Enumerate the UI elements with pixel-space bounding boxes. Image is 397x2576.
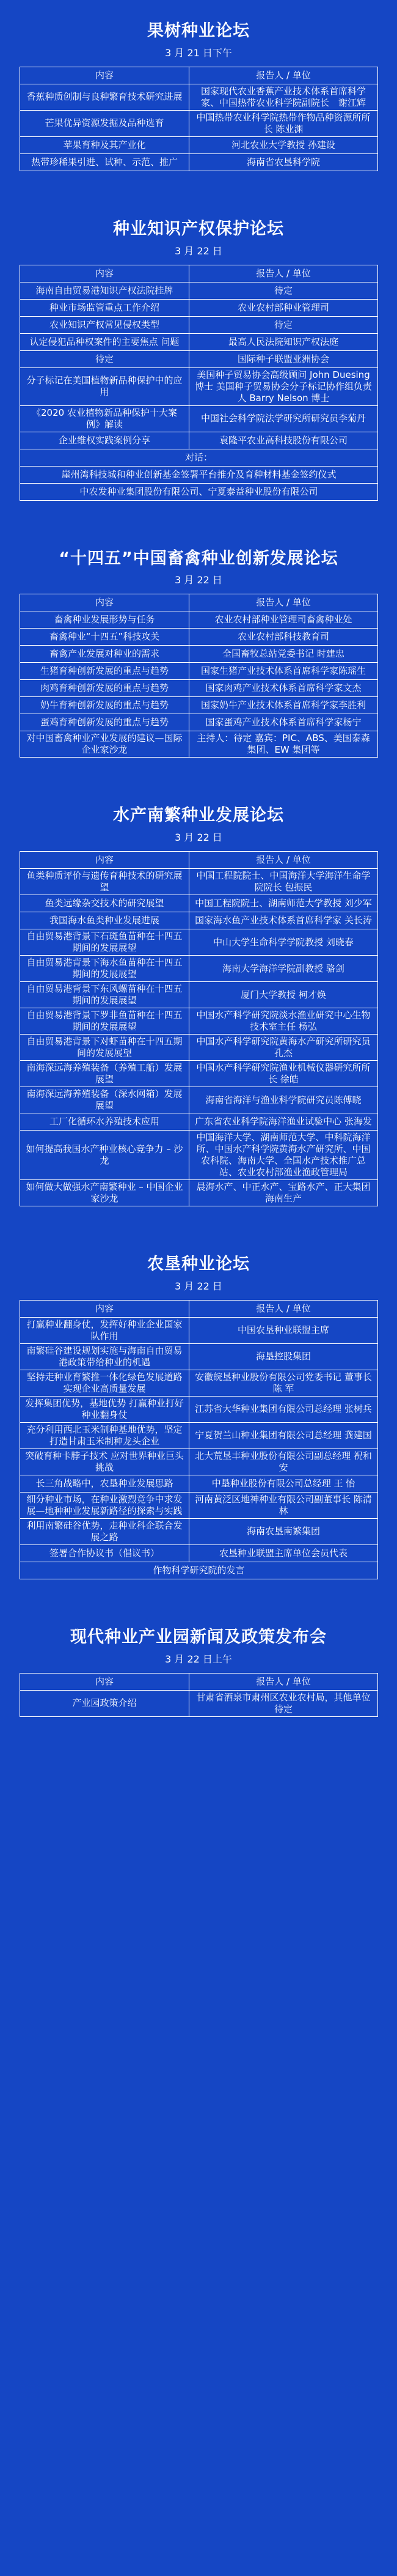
table-row: [20, 629, 378, 646]
table-row: [20, 1690, 378, 1716]
content-cell: 畜禽种业发展形势与任务: [20, 611, 189, 629]
content-cell: 香蕉种质创制与良种繁育技术研究进展: [20, 84, 189, 110]
content-cell: 自由贸易港背景下东风螺苗种在十四五期间的发展展望: [20, 982, 189, 1008]
agenda-table: [20, 67, 378, 171]
forum-title: 种业知识产权保护论坛: [113, 219, 284, 238]
table-row: [20, 1475, 378, 1492]
header-speaker: 报告人 / 单位: [189, 1673, 378, 1690]
table-row: [20, 1035, 378, 1061]
table-row: [20, 299, 378, 316]
table-row: [20, 663, 378, 680]
forum-title: 果树种业论坛: [147, 21, 250, 40]
content-cell: 充分利用西北玉米制种基地优势，坚定打造甘肃玉米制种龙头企业: [20, 1422, 189, 1449]
table-header-row: [20, 67, 378, 84]
speaker-cell: 中国水产科学研究院黄海水产研究所研究员 孔杰: [189, 1035, 378, 1061]
table-row: [20, 611, 378, 629]
speaker-cell: 中国水产科学研究院渔业机械仪器研究所所长 徐皓: [189, 1061, 378, 1087]
content-cell: 畜禽种业“十四五”科技攻关: [20, 629, 189, 646]
content-cell: 南海深远海养殖装备（深水网箱）发展展望: [20, 1087, 189, 1113]
agenda-table: [20, 1300, 378, 1579]
speaker-cell: 待定: [189, 316, 378, 333]
content-cell: 畜禽产业发展对种业的需求: [20, 646, 189, 663]
content-cell: 认定侵犯品种权案件的主要焦点 问题: [20, 333, 189, 350]
content-cell: 签署合作协议书（倡议书）: [20, 1544, 189, 1562]
speaker-cell: 河南黄泛区地神种业有限公司副董事长 陈清林: [189, 1492, 378, 1518]
table-row: [20, 1180, 378, 1206]
table-row: [20, 929, 378, 956]
table-row: [20, 1449, 378, 1475]
speaker-cell: 最高人民法院知识产权法庭: [189, 333, 378, 350]
speaker-cell: 中国热带农业科学院热带作物品种资源所所长 陈业渊: [189, 110, 378, 136]
table-row: [20, 1008, 378, 1035]
table-header-row: [20, 265, 378, 282]
agenda-table: [20, 851, 378, 1206]
table-row: [20, 483, 378, 500]
speaker-cell: 中国社会科学院法学研究所研究员李菊丹: [189, 405, 378, 432]
forum-section: [20, 548, 377, 758]
table-row: [20, 646, 378, 663]
content-cell: 我国海水鱼类种业发展进展: [20, 912, 189, 929]
table-row: [20, 1370, 378, 1396]
content-cell: 打赢种业翻身仗，发挥好种业企业国家队作用: [20, 1317, 189, 1343]
table-row: [20, 956, 378, 982]
header-speaker: 报告人 / 单位: [189, 67, 378, 84]
header-content: 内容: [20, 1300, 189, 1317]
content-cell: 南海深远海养殖装备（养殖工船）发展展望: [20, 1061, 189, 1087]
content-cell: 苹果育种及其产业化: [20, 136, 189, 153]
speaker-cell: 广东省农业科学院海洋渔业试验中心 张海发: [189, 1113, 378, 1131]
content-cell: 细分种业市场，在种业激烈竞争中求发展—地种种业发展新路径的探索与实践: [20, 1492, 189, 1518]
table-row: [20, 680, 378, 697]
forum-section: [20, 21, 377, 171]
table-row: [20, 367, 378, 405]
speaker-cell: 待定: [189, 282, 378, 299]
speaker-cell: 海南农垦南繁集团: [189, 1518, 378, 1544]
table-row: [20, 1343, 378, 1370]
table-row: [20, 153, 378, 171]
table-row: [20, 1396, 378, 1422]
speaker-cell: 农业农村部种业管理司: [189, 299, 378, 316]
forum-date: 3 月 22 日: [175, 832, 222, 843]
table-header-row: [20, 1300, 378, 1317]
speaker-cell: 中垦种业股份有限公司总经理 王 怡: [189, 1475, 378, 1492]
speaker-cell: 国家现代农业香蕉产业技术体系首席科学家、中国热带农业科学院副院长 谢江辉: [189, 84, 378, 110]
forum-section: [20, 805, 377, 1206]
speaker-cell: 宁夏贺兰山种业集团有限公司总经理 龚建国: [189, 1422, 378, 1449]
header-content: 内容: [20, 1673, 189, 1690]
speaker-cell: 中山大学生命科学学院教授 刘晓春: [189, 929, 378, 956]
speaker-cell: 中国水产科学研究院淡水渔业研究中心生物技术室主任 杨弘: [189, 1008, 378, 1035]
speaker-cell: 安徽皖垦种业股份有限公司党委书记 董事长 陈 军: [189, 1370, 378, 1396]
content-cell: 南繁硅谷建设规划实施与海南自由贸易港政策带给种业的机遇: [20, 1343, 189, 1370]
content-cell: 分子标记在美国植物新品种保护中的应用: [20, 367, 189, 405]
forum-title: 现代种业产业园新闻及政策发布会: [70, 1627, 327, 1647]
speaker-cell: 国家奶牛产业技术体系首席科学家李胜利: [189, 697, 378, 714]
content-cell: 长三角战略中，农垦种业发展思路: [20, 1475, 189, 1492]
content-cell: 如何做大做强水产南繁种业 – 中国企业家沙龙: [20, 1180, 189, 1206]
content-cell: 企业维权实践案例分享: [20, 432, 189, 449]
header-content: 内容: [20, 265, 189, 282]
merged-cell: 对话：: [20, 449, 378, 466]
forum-section: [20, 1627, 377, 1717]
speaker-cell: 甘肃省酒泉市肃州区农业农村局，其他单位待定: [189, 1690, 378, 1716]
table-row: [20, 1562, 378, 1579]
speaker-cell: 农垦种业联盟主席单位会员代表: [189, 1544, 378, 1562]
content-cell: 生猪育种创新发展的重点与趋势: [20, 663, 189, 680]
header-content: 内容: [20, 67, 189, 84]
content-cell: 农业知识产权常见侵权类型: [20, 316, 189, 333]
speaker-cell: 国家肉鸡产业技术体系首席科学家文杰: [189, 680, 378, 697]
speaker-cell: 美国种子贸易协会高级顾问 John Duesing 博士 美国种子贸易协会分子标记协作组负责人 Barry Nelson 博士: [189, 367, 378, 405]
speaker-cell: 晨海水产、中正水产、宝路水产、正大集团海南生产: [189, 1180, 378, 1206]
table-row: [20, 731, 378, 758]
table-row: [20, 432, 378, 449]
table-row: [20, 405, 378, 432]
table-row: [20, 333, 378, 350]
table-row: [20, 895, 378, 912]
speaker-cell: 国家生猪产业技术体系首席科学家陈瑶生: [189, 663, 378, 680]
table-row: [20, 1492, 378, 1518]
speaker-cell: 农业农村部种业管理司畜禽种业处: [189, 611, 378, 629]
table-row: [20, 869, 378, 895]
forum-title: 水产南繁种业发展论坛: [113, 806, 284, 825]
forum-date: 3 月 21 日下午: [165, 46, 232, 59]
merged-cell: 中农发种业集团股份有限公司、宁夏泰益种业股份有限公司: [20, 483, 378, 500]
merged-cell: 崖州湾科技城和种业创新基金签署平台推介及育种材料基金签约仪式: [20, 466, 378, 483]
header-speaker: 报告人 / 单位: [189, 594, 378, 611]
table-row: [20, 282, 378, 299]
forum-section: [20, 1254, 377, 1579]
content-cell: 自由贸易港背景下罗非鱼苗种在十四五期间的发展展望: [20, 1008, 189, 1035]
table-row: [20, 350, 378, 367]
speaker-cell: 中国工程院院士、中国海洋大学海洋生命学院院长 包振民: [189, 869, 378, 895]
table-header-row: [20, 1673, 378, 1690]
table-row: [20, 1131, 378, 1180]
content-cell: 蛋鸡育种创新发展的重点与趋势: [20, 714, 189, 731]
table-row: [20, 449, 378, 466]
speaker-cell: 海南省海洋与渔业科学院研究员陈傅晓: [189, 1087, 378, 1113]
table-row: [20, 912, 378, 929]
table-row: [20, 110, 378, 136]
content-cell: 如何提高我国水产种业核心竞争力 – 沙龙: [20, 1131, 189, 1180]
content-cell: 鱼类种质评价与遗传育种技术的研究展望: [20, 869, 189, 895]
merged-cell: 作物科学研究院的发言: [20, 1562, 378, 1579]
forum-date: 3 月 22 日: [175, 245, 222, 257]
table-row: [20, 982, 378, 1008]
table-row: [20, 1518, 378, 1544]
content-cell: 坚持走种业育繁推一体化绿色发展道路 实现企业高质量发展: [20, 1370, 189, 1396]
table-row: [20, 697, 378, 714]
content-cell: 突破育种卡脖子技术 应对世界种业巨头挑战: [20, 1449, 189, 1475]
content-cell: 对中国畜禽种业产业发展的建议—国际企业家沙龙: [20, 731, 189, 758]
table-header-row: [20, 594, 378, 611]
table-row: [20, 1087, 378, 1113]
speaker-cell: 国家蛋鸡产业技术体系首席科学家杨宁: [189, 714, 378, 731]
table-row: [20, 84, 378, 110]
content-cell: 肉鸡育种创新发展的重点与趋势: [20, 680, 189, 697]
content-cell: 《2020 农业植物新品种保护十大案例》解读: [20, 405, 189, 432]
speaker-cell: 海南省农垦科学院: [189, 153, 378, 171]
content-cell: 产业园政策介绍: [20, 1690, 189, 1716]
speaker-cell: 国家海水鱼产业技术体系首席科学家 关长涛: [189, 912, 378, 929]
forum-section: [20, 219, 377, 501]
content-cell: 工厂化循环水养殖技术应用: [20, 1113, 189, 1131]
speaker-cell: 海南大学海洋学院副教授 骆剑: [189, 956, 378, 982]
table-row: [20, 1544, 378, 1562]
table-row: [20, 1317, 378, 1343]
content-cell: 鱼类远缘杂交技术的研究展望: [20, 895, 189, 912]
table-row: [20, 136, 378, 153]
speaker-cell: 中国海洋大学、湖南师范大学、中科院海洋所、中国水产科学院黄海水产研究所、中国农科院、海南大学、全国水产技术推广总站、农业农村部渔业渔政管理局: [189, 1131, 378, 1180]
forum-date: 3 月 22 日上午: [165, 1653, 232, 1665]
content-cell: 利用南繁硅谷优势，走种业科企联合发展之路: [20, 1518, 189, 1544]
header-speaker: 报告人 / 单位: [189, 1300, 378, 1317]
content-cell: 种业市场监管重点工作介绍: [20, 299, 189, 316]
forum-date: 3 月 22 日: [175, 1280, 222, 1292]
speaker-cell: 河北农业大学教授 孙建设: [189, 136, 378, 153]
speaker-cell: 主持人：待定 嘉宾：PIC、ABS、美国泰森集团、EW 集团等: [189, 731, 378, 758]
table-row: [20, 714, 378, 731]
content-cell: 芒果优异资源发掘及品种选育: [20, 110, 189, 136]
table-row: [20, 316, 378, 333]
header-content: 内容: [20, 594, 189, 611]
content-cell: 发挥集团优势，基地优势 打赢种业打好种业翻身仗: [20, 1396, 189, 1422]
agenda-table: [20, 594, 378, 758]
content-cell: 热带珍稀果引进、试种、示范、推广: [20, 153, 189, 171]
content-cell: 自由贸易港背景下对虾苗种在十四五期间的发展展望: [20, 1035, 189, 1061]
speaker-cell: 中国工程院院士、湖南师范大学教授 刘少军: [189, 895, 378, 912]
table-row: [20, 466, 378, 483]
speaker-cell: 农业农村部科技教育司: [189, 629, 378, 646]
header-speaker: 报告人 / 单位: [189, 852, 378, 869]
content-cell: 自由贸易港背景下石斑鱼苗种在十四五期间的发展展望: [20, 929, 189, 956]
content-cell: 待定: [20, 350, 189, 367]
content-cell: 自由贸易港背景下海水鱼苗种在十四五期间的发展展望: [20, 956, 189, 982]
speaker-cell: 江苏省大华种业集团有限公司总经理 张树兵: [189, 1396, 378, 1422]
content-cell: 海南自由贸易港知识产权法院挂牌: [20, 282, 189, 299]
header-speaker: 报告人 / 单位: [189, 265, 378, 282]
table-row: [20, 1422, 378, 1449]
forum-date: 3 月 22 日: [175, 574, 222, 586]
table-row: [20, 1061, 378, 1087]
speaker-cell: 袁隆平农业高科技股份有限公司: [189, 432, 378, 449]
speaker-cell: 中国农垦种业联盟主席: [189, 1317, 378, 1343]
agenda-table: [20, 1673, 378, 1717]
speaker-cell: 厦门大学教授 柯才焕: [189, 982, 378, 1008]
table-header-row: [20, 852, 378, 869]
speaker-cell: 全国畜牧总站党委书记 时建忠: [189, 646, 378, 663]
agenda-table: [20, 265, 378, 501]
speaker-cell: 北大荒垦丰种业股份有限公司副总经理 祝和安: [189, 1449, 378, 1475]
forum-title: “十四五”中国畜禽种业创新发展论坛: [59, 548, 338, 568]
speaker-cell: 国际种子联盟亚洲协会: [189, 350, 378, 367]
forum-title: 农垦种业论坛: [147, 1255, 250, 1274]
header-content: 内容: [20, 852, 189, 869]
speaker-cell: 海垦控股集团: [189, 1343, 378, 1370]
table-row: [20, 1113, 378, 1131]
content-cell: 奶牛育种创新发展的重点与趋势: [20, 697, 189, 714]
